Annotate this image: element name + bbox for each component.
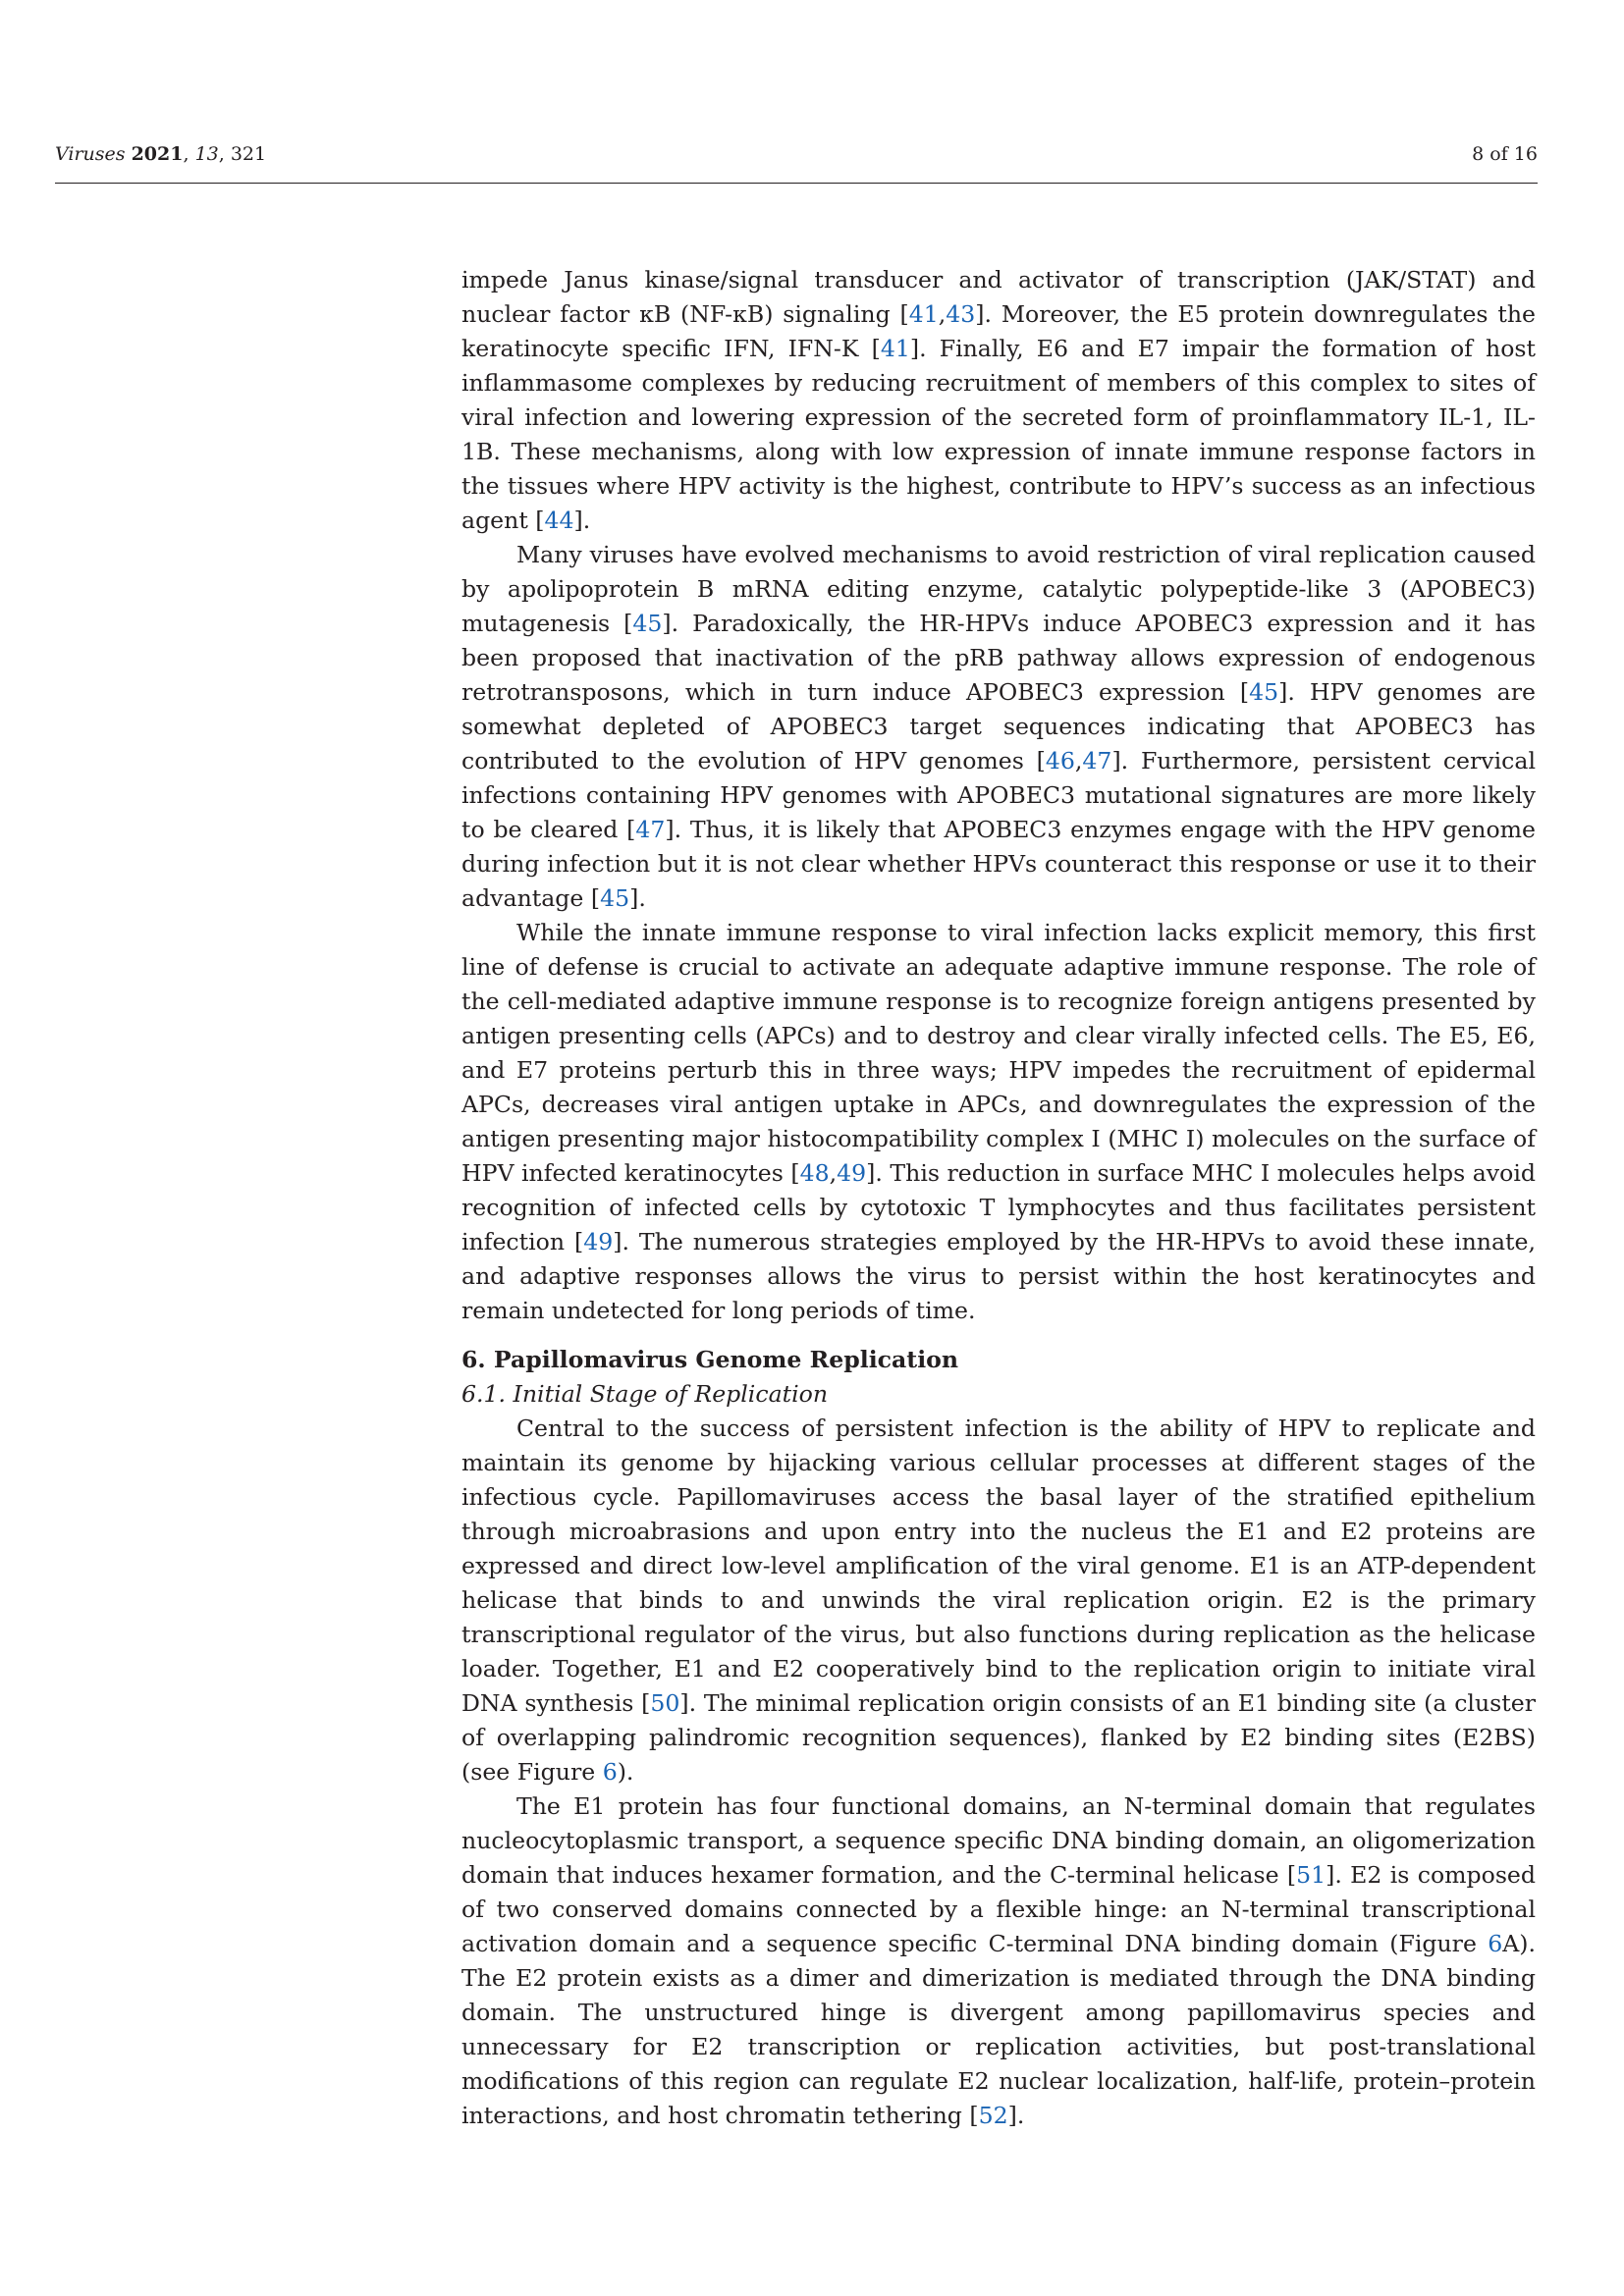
citation-link[interactable]: 47 — [1082, 747, 1112, 774]
citation-link[interactable]: 47 — [635, 816, 666, 843]
paragraph-group-innate-immunity — [461, 263, 1536, 1328]
article-number: 321 — [230, 143, 267, 165]
section-heading: 6. Papillomavirus Genome Replication — [461, 1346, 959, 1373]
subsection-heading: 6.1. Initial Stage of Replication — [461, 1380, 829, 1408]
citation-link[interactable]: 45 — [632, 610, 663, 637]
citation-link[interactable]: 51 — [1296, 1861, 1326, 1889]
body-paragraph: Central to the success of persistent infection is the ability of HPV to replicate and maintain its genome by hijacking various cellular processes at different stages of the infectious cycle. Papillomaviruses access the basal layer of the stratified epithelium through microabrasions and upon entry into the nucleus the E1 and E2 proteins are expressed and direct low-level amplification of the viral genome. E1 is an ATP-dependent helicase that binds to and unwinds the viral replication origin. E2 is the primary transcriptional regulator of the virus, but also functions during replication as the helicase loader. Together, E1 and E2 cooperatively bind to the replication origin to initiate viral DNA synthesis [50]. The minimal replication origin consists of an E1 binding site (a cluster of overlapping palindromic recognition sequences), flanked by E2 binding sites (E2BS) (see Figure 6). — [461, 1415, 1536, 1786]
journal-citation: Viruses 2021, 13, 321 — [55, 143, 267, 165]
citation-link[interactable]: 44 — [544, 507, 574, 534]
body-paragraph: The E1 protein has four functional domains, an N-terminal domain that regulates nucleocytoplasmic transport, a sequence specific DNA binding domain, an oligomerization domain that induces hexamer formation, and the C-terminal helicase [51]. E2 is composed of two conserved domains connected by a flexible hinge: an N-terminal transcriptional activation domain and a sequence specific C-terminal DNA binding domain (Figure 6A). The E2 protein exists as a dimer and dimerization is mediated through the DNA binding domain. The unstructured hinge is divergent among papillomavirus species and unnecessary for E2 transcription or replication activities, but post-translational modifications of this region can regulate E2 nuclear localization, half-life, protein–protein interactions, and host chromatin tethering [52]. — [461, 1792, 1537, 2129]
citation-link[interactable]: 49 — [583, 1228, 614, 1255]
citation-link[interactable]: 45 — [1249, 678, 1279, 706]
citation-link[interactable]: 45 — [600, 884, 630, 912]
page-number: 8 of 16 — [1472, 143, 1538, 165]
journal-year: 2021 — [131, 143, 184, 165]
journal-name: Viruses — [55, 143, 126, 165]
citation-link[interactable]: 49 — [837, 1159, 867, 1187]
body-paragraph: impede Janus kinase/signal transducer and activator of transcription (JAK/STAT) and nuclear factor κB (NF-κB) signaling [41,43]. Moreover, the E5 protein downregulates the keratinocyte specific IFN, IFN-K [41]. Finally, E6 and E7 impair the formation of host inflammasome complexes by reducing recruitment of members of this complex to sites of viral infection and lowering expression of the secreted form of proinflammatory IL-1, IL-1B. These mechanisms, along with low expression of innate immune response factors in the tissues where HPV activity is the highest, contribute to HPV’s success as an infectious agent [44]. — [461, 266, 1536, 534]
citation-link[interactable]: 6 — [1488, 1930, 1503, 1957]
citation-link[interactable]: 52 — [978, 2102, 1008, 2129]
journal-volume: 13 — [194, 143, 219, 165]
body-paragraph: While the innate immune response to viral infection lacks explicit memory, this first line of defense is crucial to activate an adequate adaptive immune response. The role of the cell-mediated adaptive immune response is to recognize foreign antigens presented by antigen presenting cells (APCs) and to destroy and clear virally infected cells. The E5, E6, and E7 proteins perturb this in three ways; HPV impedes the recruitment of epidermal APCs, decreases viral antigen uptake in APCs, and downregulates the expression of the antigen presenting major histocompatibility complex I (MHC I) molecules on the surface of HPV infected keratinocytes [48,49]. This reduction in surface MHC I molecules helps avoid recognition of infected cells by cytotoxic T lymphocytes and thus facilitates persistent infection [49]. The numerous strategies employed by the HR-HPVs to avoid these innate, and adaptive responses allows the virus to persist within the host keratinocytes and remain undetected for long periods of time. — [461, 919, 1536, 1324]
body-paragraph: Many viruses have evolved mechanisms to avoid restriction of viral replication caused by apolipoprotein B mRNA editing enzyme, catalytic polypeptide-like 3 (APOBEC3) mutagenesis [45]. Paradoxically, the HR-HPVs induce APOBEC3 expression and it has been proposed that inactivation of the pRB pathway allows expression of endogenous retrotransposons, which in turn induce APOBEC3 expression [45]. HPV genomes are somewhat depleted of APOBEC3 target sequences indicating that APOBEC3 has contributed to the evolution of HPV genomes [46,47]. Furthermore, persistent cervical infections containing HPV genomes with APOBEC3 mutational signatures are more likely to be cleared [47]. Thus, it is likely that APOBEC3 enzymes engage with the HPV genome during infection but it is not clear whether HPVs counteract this response or use it to their advantage [45]. — [461, 541, 1536, 912]
article-body — [461, 263, 1536, 2133]
citation-link[interactable]: 41 — [880, 335, 910, 362]
citation-link[interactable]: 43 — [946, 300, 976, 328]
citation-link[interactable]: 48 — [799, 1159, 830, 1187]
citation-link[interactable]: 41 — [908, 300, 939, 328]
citation-link[interactable]: 6 — [602, 1758, 618, 1786]
citation-link[interactable]: 46 — [1045, 747, 1075, 774]
citation-link[interactable]: 50 — [650, 1689, 680, 1717]
running-header — [55, 143, 1538, 184]
paragraph-group-replication — [461, 1412, 1536, 2133]
